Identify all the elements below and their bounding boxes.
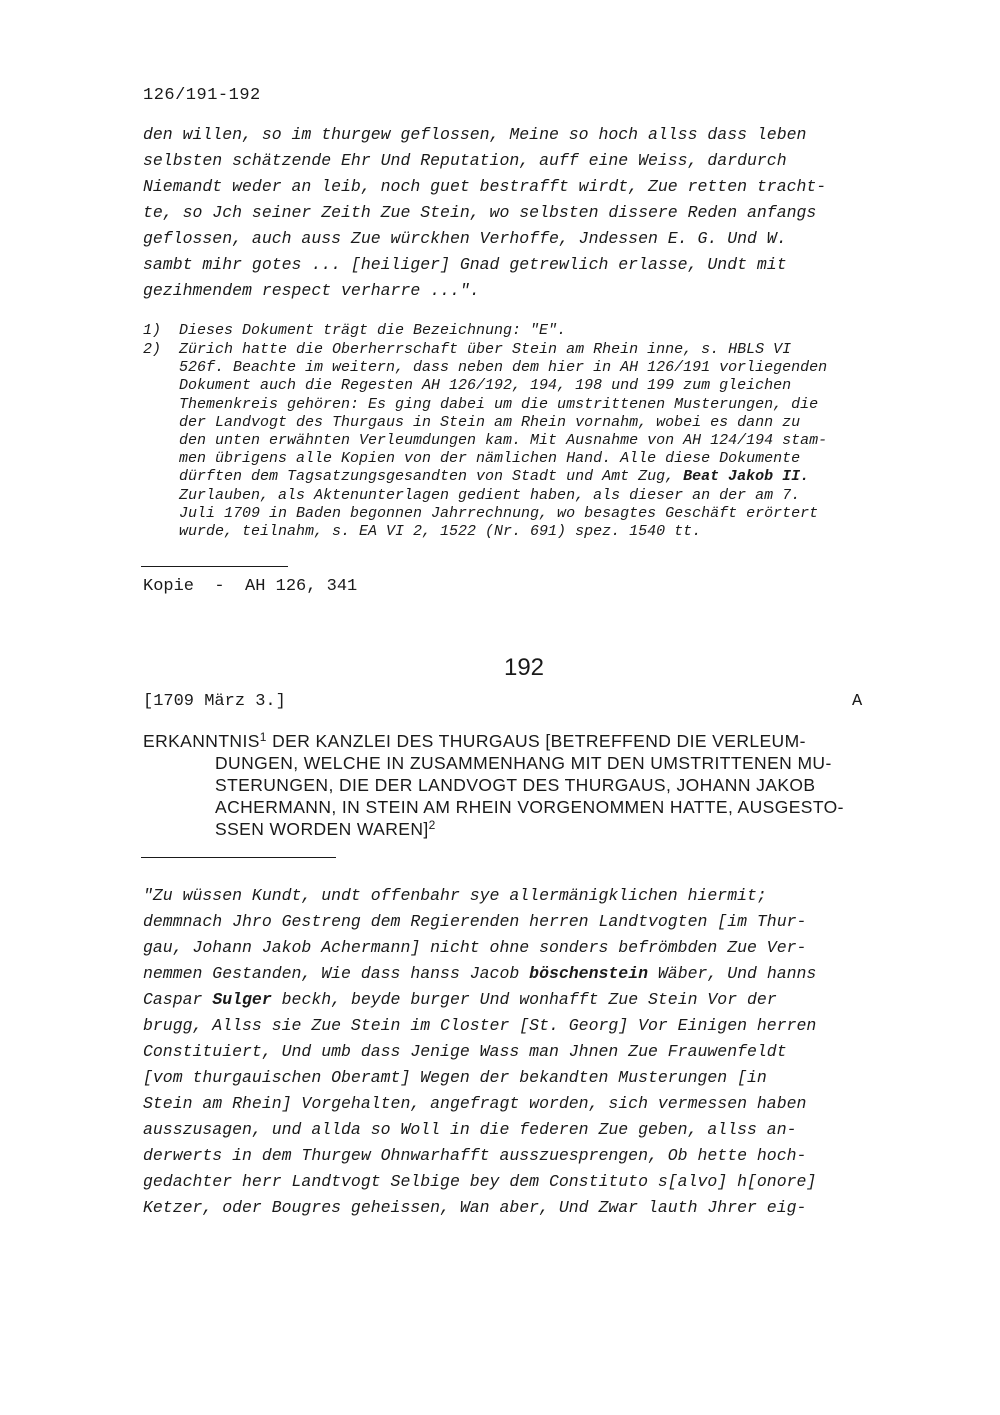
- document-date: [1709 März 3.]: [143, 692, 286, 711]
- document-class: A: [852, 692, 863, 711]
- text-segment: nemmen Gestanden, Wie dass hanss Jacob: [143, 964, 530, 983]
- footnote-number: 1): [143, 322, 162, 339]
- text-line: ausszusagen, und allda so Woll in die federen Zue geben, allss an-: [143, 1120, 797, 1139]
- footnote-marker: 2: [428, 818, 436, 832]
- text-line: geflossen, auch auss Zue würckhen Verhoffe, Jndessen E. G. Und W.: [143, 229, 787, 248]
- page-reference: 126/191-192: [143, 86, 261, 105]
- text-segment: Wäber, Und hanns: [648, 964, 817, 983]
- footnote-line: Themenkreis gehören: Es ging dabei um die umstrittenen Musterungen, die: [179, 395, 819, 413]
- section-divider: [141, 566, 288, 567]
- title-line: [143, 730, 844, 752]
- footnote-line: Zurlauben, als Aktenunterlagen gedient haben, als dieser an der am 7.: [179, 486, 801, 504]
- person-name-bold: Beat Jakob II.: [683, 468, 810, 486]
- footnote-line: den unten erwähnten Verleumdungen kam. Mit Ausnahme von AH 124/194 stam-: [179, 432, 828, 450]
- footnote-line: [179, 468, 939, 486]
- footnote-line: Zürich hatte die Oberherrschaft über Stein am Rhein inne, s. HBLS VI: [179, 341, 792, 358]
- text-segment: beckh, beyde burger Und wonhafft Zue Stein Vor der: [271, 990, 777, 1009]
- text-segment: Caspar: [143, 990, 213, 1009]
- footnote-number: 2): [143, 341, 162, 358]
- quote-continuation: [143, 122, 923, 304]
- footnote-line: Dieses Dokument trägt die Bezeichnung: "E".: [179, 322, 567, 339]
- text-line: Niemandt weder an leib, noch guet bestrafft wirdt, Zue retten tracht-: [143, 177, 827, 196]
- footnote-text: dürften dem Tagsatzungsgesandten von Stadt und Amt Zug,: [179, 468, 684, 486]
- text-line: brugg, Allss sie Zue Stein im Closter [St. Georg] Vor Einigen herren: [143, 1016, 817, 1035]
- footnote-line: men übrigens alle Kopien von der nämlichen Hand. Alle diese Dokumente: [179, 450, 801, 468]
- text-line: [143, 987, 923, 1013]
- title-line: DUNGEN, WELCHE IN ZUSAMMENHANG MIT DEN UMSTRITTENEN MU-: [215, 753, 832, 773]
- text-line: sambt mihr gotes ... [heiliger] Gnad getrewlich erlasse, Undt mit: [143, 255, 787, 274]
- document-title: [143, 730, 844, 840]
- source-reference: Kopie - AH 126, 341: [143, 577, 358, 596]
- title-text: SSEN WORDEN WAREN]: [215, 819, 429, 839]
- person-name-bold: Sulger: [212, 990, 272, 1009]
- footnote-line: 526f. Beachte im weitern, dass neben dem hier in AH 126/191 vorliegenden: [179, 359, 828, 377]
- text-line: [143, 961, 923, 987]
- footnote-line: Juli 1709 in Baden begonnen Jahrrechnung, wo besagtes Geschäft erörtert: [179, 504, 819, 522]
- title-text: DER KANZLEI DES THURGAUS [BETREFFEND DIE VERLEUM-: [266, 731, 806, 751]
- footnote-line: der Landvogt des Thurgaus in Stein am Rhein vornahm, wobei es dann zu: [179, 413, 801, 431]
- document-number: 192: [503, 654, 545, 681]
- text-line: [vom thurgauischen Oberamt] Wegen der bekandten Musterungen [in: [143, 1068, 767, 1087]
- text-line: "Zu wüssen Kundt, undt offenbahr sye allermänigklichen hiermit;: [143, 886, 767, 905]
- footnote-line: Dokument auch die Regesten AH 126/192, 194, 198 und 199 zum gleichen: [179, 377, 792, 395]
- text-line: Stein am Rhein] Vorgehalten, angefragt worden, sich vermessen haben: [143, 1094, 807, 1113]
- title-line: STERUNGEN, DIE DER LANDVOGT DES THURGAUS, JOHANN JAKOB: [215, 775, 816, 795]
- person-name-bold: böschenstein: [529, 964, 648, 983]
- title-text: ERKANNTNIS: [143, 731, 260, 751]
- text-line: Constituiert, Und umb dass Jenige Wass man Jhnen Zue Frauwenfeldt: [143, 1042, 787, 1061]
- footnote-line: wurde, teilnahm, s. EA VI 2, 1522 (Nr. 691) spez. 1540 tt.: [179, 523, 702, 541]
- document-quote: [143, 883, 923, 1221]
- text-line: den willen, so im thurgew geflossen, Meine so hoch allss dass leben: [143, 125, 807, 144]
- text-line: gedachter herr Landtvogt Selbige bey dem Constituto s[alvo] h[onore]: [143, 1172, 817, 1191]
- title-line: [143, 818, 844, 840]
- footnote-marker: 1: [259, 730, 267, 744]
- text-line: Ketzer, oder Bougres geheissen, Wan aber, Und Zwar lauth Jhrer eig-: [143, 1198, 807, 1217]
- text-line: demmnach Jhro Gestreng dem Regierenden herren Landtvogten [im Thur-: [143, 912, 807, 931]
- text-line: selbsten schätzende Ehr Und Reputation, auff eine Weiss, dardurch: [143, 151, 787, 170]
- title-line: ACHERMANN, IN STEIN AM RHEIN VORGENOMMEN HATTE, AUSGESTO-: [215, 797, 844, 817]
- text-line: derwerts in dem Thurgew Ohnwarhafft ausszuesprengen, Ob hette hoch-: [143, 1146, 807, 1165]
- text-line: gau, Johann Jakob Achermann] nicht ohne sonders befrömbden Zue Ver-: [143, 938, 807, 957]
- section-divider: [141, 857, 336, 858]
- text-line: te, so Jch seiner Zeith Zue Stein, wo selbsten dissere Reden anfangs: [143, 203, 817, 222]
- text-line: gezihmendem respect verharre ...".: [143, 281, 480, 300]
